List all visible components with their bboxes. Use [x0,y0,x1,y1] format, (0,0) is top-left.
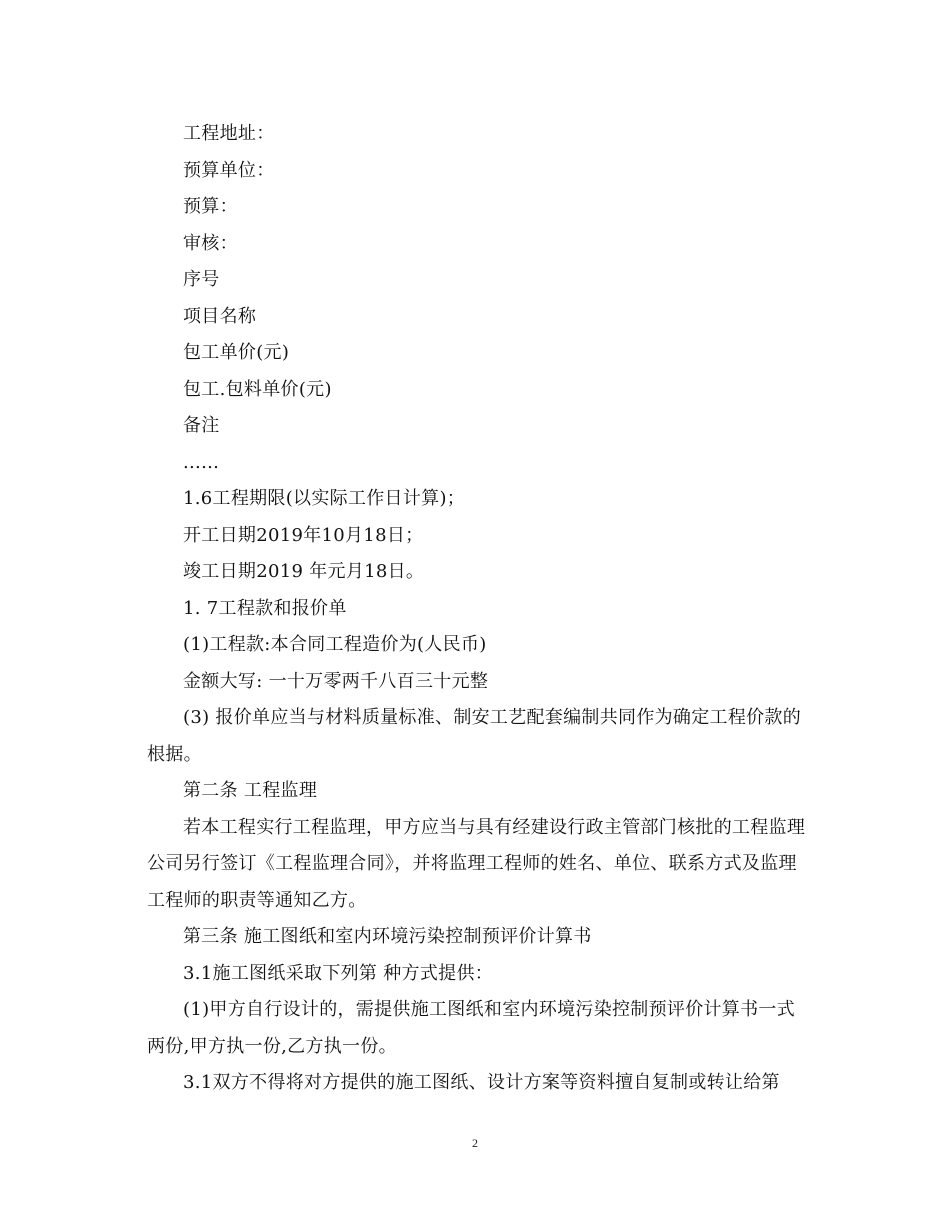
section-3-1-drawings: 3.1施工图纸采取下列第 种方式提供： [183,962,494,984]
article-2-heading: 第二条 工程监理 [183,780,318,801]
field-project-address: 工程地址： [183,123,275,144]
column-item-name: 项目名称 [183,305,257,327]
self-design-clause: (1)甲方自行设计的，需提供施工图纸和室内环境污染控制预评价计算书一式两份,甲方执一份,乙方执一份。 [147,999,795,1057]
field-review: 审核： [183,232,238,254]
body-text [147,116,807,1102]
field-budget: 预算： [183,196,238,217]
ellipsis: ...... [183,451,220,473]
column-labor-unit-price: 包工单价(元) [183,342,290,363]
field-budget-unit: 预算单位： [183,159,275,181]
section-1-6-title: 1.6工程期限(以实际工作日计算)； [183,488,466,509]
section-1-7-title: 1. 7工程款和报价单 [183,597,347,619]
completion-date: 竣工日期2019 年元月18日。 [183,561,425,582]
supervision-paragraph: 若本工程实行工程监理，甲方应当与具有经建设行政主管部门核批的工程监理公司另行签订《工程监理合同》，并将监理工程师的姓名、单位、联系方式及监理工程师的职责等通知乙方。 [147,816,806,911]
confidentiality-clause: 3.1双方不得将对方提供的施工图纸、设计方案等资料擅自复制或转让给第 [183,1072,780,1093]
page-number: 2 [472,1136,478,1150]
column-serial-number: 序号 [183,269,220,290]
contract-price-clause: (1)工程款:本合同工程造价为(人民币) [183,634,487,655]
article-3-heading: 第三条 施工图纸和室内环境污染控制预评价计算书 [183,926,592,947]
amount-in-words: 金额大写: 一十万零两千八百三十元整 [183,670,489,692]
quotation-clause: (3) 报价单应当与材料质量标准、制安工艺配套编制共同作为确定工程价款的根据。 [147,707,802,765]
column-labor-material-unit-price: 包工.包料单价(元) [183,378,332,400]
column-remarks: 备注 [183,415,220,436]
start-date: 开工日期2019年10月18日； [183,524,424,546]
